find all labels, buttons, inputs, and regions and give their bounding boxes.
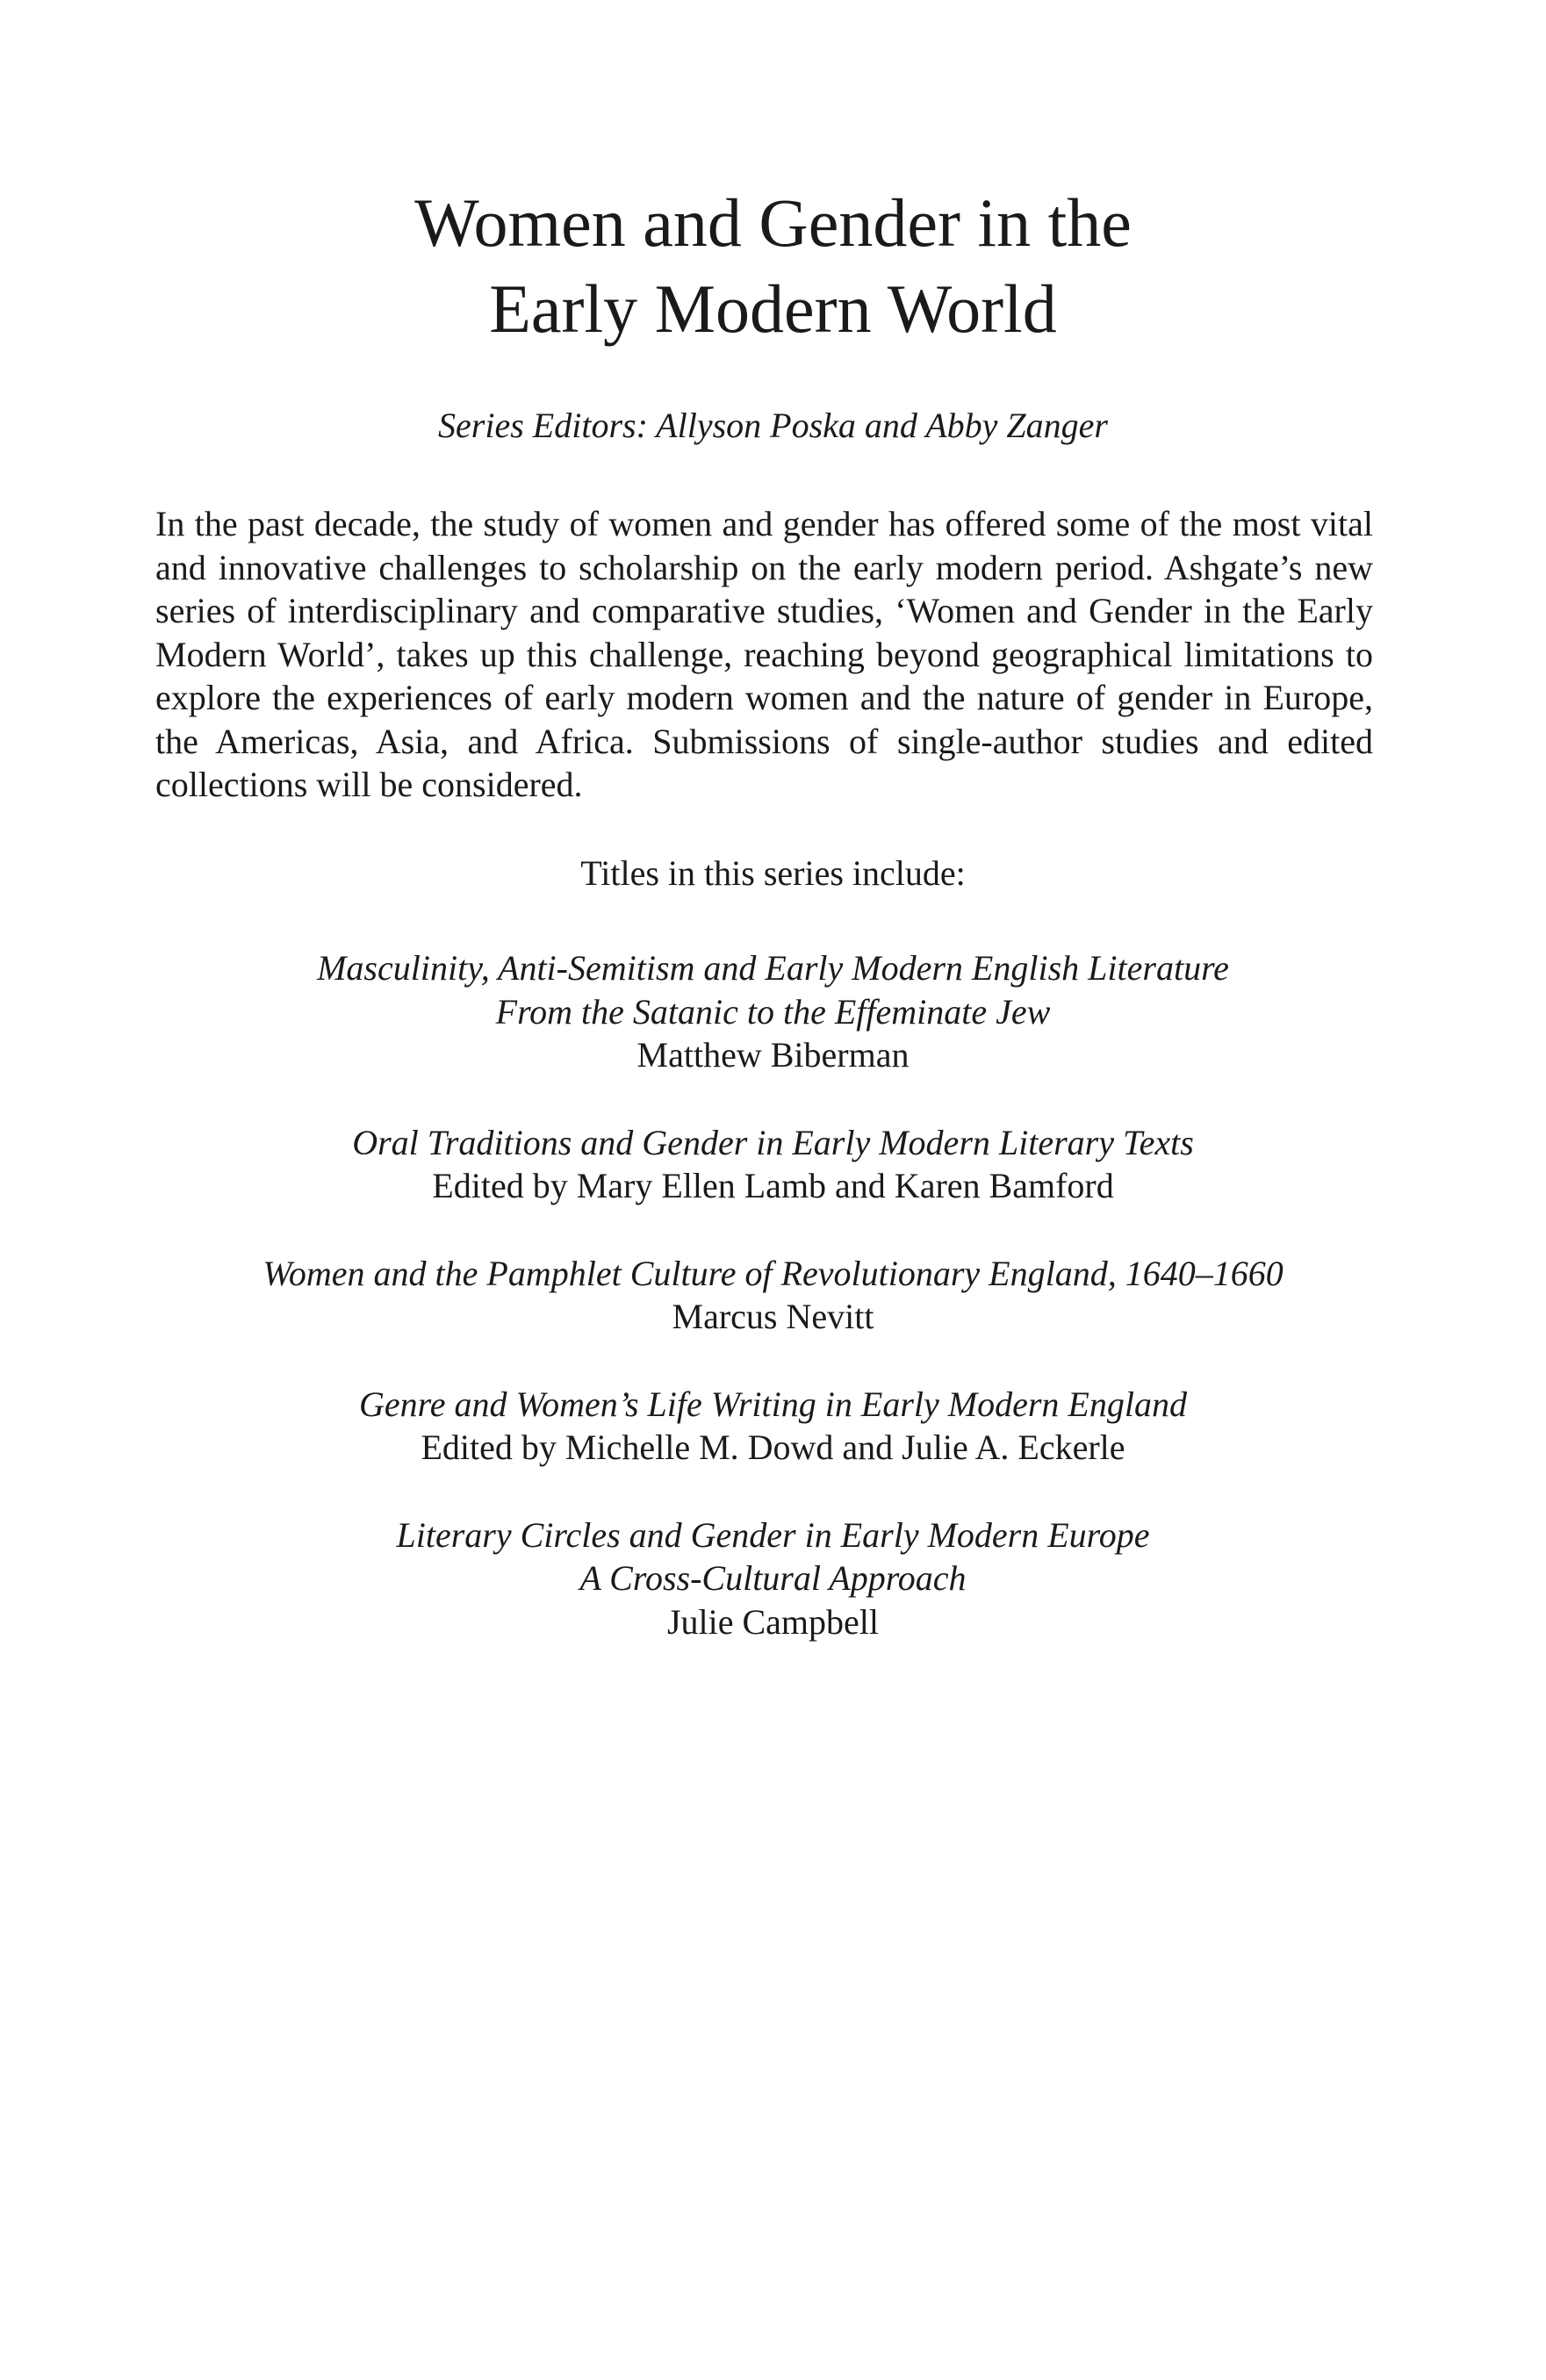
book-title: Literary Circles and Gender in Early Modern Europe <box>396 1514 1150 1555</box>
series-title <box>0 180 1546 352</box>
series-title-line-2: Early Modern World <box>489 270 1057 347</box>
title-entry <box>0 1252 1546 1339</box>
book-title: Oral Traditions and Gender in Early Modern Literary Texts <box>352 1122 1194 1162</box>
titles-heading: Titles in this series include: <box>580 853 966 893</box>
titles-list <box>0 946 1546 1687</box>
book-author: Marcus Nevitt <box>672 1297 874 1336</box>
book-title: Women and the Pamphlet Culture of Revolutionary England, 1640–1660 <box>262 1253 1284 1293</box>
series-editors: Series Editors: Allyson Poska and Abby Zanger <box>438 406 1108 445</box>
title-entry <box>0 1383 1546 1470</box>
title-entry <box>0 1514 1546 1644</box>
book-title: Masculinity, Anti-Semitism and Early Modern English Literature <box>317 948 1229 988</box>
series-title-line-1: Women and Gender in the <box>414 184 1132 261</box>
title-entry <box>0 1121 1546 1208</box>
book-author: Julie Campbell <box>666 1601 880 1642</box>
book-author: Matthew Biberman <box>636 1035 910 1075</box>
book-subtitle: A Cross-Cultural Approach <box>579 1558 967 1598</box>
book-author: Edited by Michelle M. Dowd and Julie A. Eckerle <box>421 1427 1125 1467</box>
title-entry <box>0 946 1546 1077</box>
series-description: In the past decade, the study of women and gender has offered some of the most vital and innovative challenges to scholarship on the early modern period. Ashgate’s new series of interdisciplinary and comparative studies, ‘Women and Gender in the Early Modern World’, takes up this challenge, reaching beyond geographical limitations to explore the experiences of early modern women and the nature of gender in Europe, the Americas, Asia, and Africa. Submissions of single-author studies and edited collections will be considered. <box>155 504 1373 804</box>
book-author: Edited by Mary Ellen Lamb and Karen Bamford <box>432 1166 1114 1205</box>
book-subtitle: From the Satanic to the Effeminate Jew <box>495 991 1051 1032</box>
book-title: Genre and Women’s Life Writing in Early Modern England <box>359 1384 1187 1424</box>
